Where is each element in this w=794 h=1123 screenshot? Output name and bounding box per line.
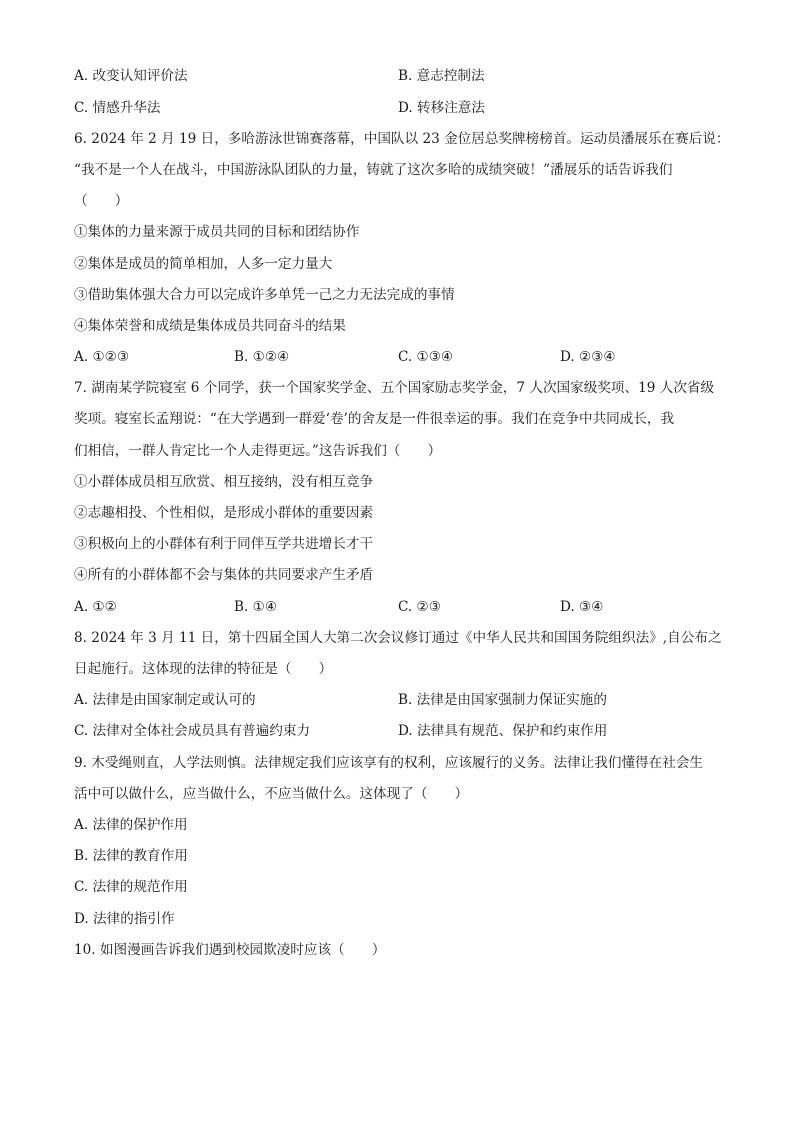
q6-stem-line-1: 6. 2024 年 2 月 19 日，多哈游泳世锦赛落幕，中国队以 23 金位居总奖牌榜榜首。运动员潘展乐在赛后说：: [74, 131, 730, 147]
q7-option-a: A. ①②: [74, 599, 117, 615]
q8-stem-line-2: 日起施行。这体现的法律的特征是（ ）: [74, 661, 333, 677]
q9-stem-line-1: 9. 木受绳则直，人学法则慎。法律规定我们应该享有的权利，应该履行的义务。法律让我们懂得在社会生: [74, 755, 704, 771]
q7-item-4: ④所有的小群体都不会与集体的共同要求产生矛盾: [74, 567, 374, 583]
q6-item-3: ③借助集体强大合力可以完成许多单凭一己之力无法完成的事情: [74, 287, 455, 303]
prev-option-a: A. 改变认知评价法: [74, 68, 188, 84]
q6-option-c: C. ①③④: [398, 349, 454, 365]
q6-item-4: ④集体荣誉和成绩是集体成员共同奋斗的结果: [74, 318, 346, 334]
q6-option-b: B. ①②④: [234, 349, 290, 365]
q6-stem-line-3: （ ）: [74, 193, 129, 209]
q9-option-a: A. 法律的保护作用: [74, 817, 188, 833]
q8-option-a: A. 法律是由国家制定或认可的: [74, 692, 256, 708]
q8-option-c: C. 法律对全体社会成员具有普遍约束力: [74, 723, 311, 739]
q7-option-b: B. ①④: [234, 599, 278, 615]
q6-stem-line-2: “我不是一个人在战斗，中国游泳队团队的力量，铸就了这次多哈的成绩突破！”潘展乐的话告诉我们: [74, 162, 673, 178]
q9-option-c: C. 法律的规范作用: [74, 879, 188, 895]
q8-option-b: B. 法律是由国家强制力保证实施的: [398, 692, 607, 708]
q8-option-d: D. 法律具有规范、保护和约束作用: [398, 723, 608, 739]
q7-item-1: ①小群体成员相互欣赏、相互接纳，没有相互竞争: [74, 474, 374, 490]
q7-option-d: D. ③④: [560, 599, 604, 615]
q7-option-c: C. ②③: [398, 599, 441, 615]
prev-option-b: B. 意志控制法: [398, 68, 485, 84]
q9-stem-line-2: 活中可以做什么，应当做什么，不应当做什么。这体现了（ ）: [74, 786, 469, 802]
q6-item-2: ②集体是成员的简单相加，人多一定力量大: [74, 256, 333, 272]
q10-stem-line-1: 10. 如图漫画告诉我们遇到校园欺凌时应该（ ）: [74, 942, 386, 958]
q7-item-3: ③积极向上的小群体有利于同伴互学共进增长才干: [74, 536, 374, 552]
q7-stem-line-3: 们相信，一群人肯定比一个人走得更远。”这告诉我们（ ）: [74, 443, 442, 459]
q6-option-a: A. ①②③: [74, 349, 130, 365]
q6-option-d: D. ②③④: [560, 349, 616, 365]
q9-option-d: D. 法律的指引作: [74, 911, 175, 927]
prev-option-c: C. 情感升华法: [74, 100, 161, 116]
q9-option-b: B. 法律的教育作用: [74, 848, 188, 864]
q6-item-1: ①集体的力量来源于成员共同的目标和团结协作: [74, 224, 360, 240]
prev-option-d: D. 转移注意法: [398, 100, 486, 116]
q7-stem-line-1: 7. 湖南某学院寝室 6 个同学，获一个国家奖学金、五个国家励志奖学金，7 人次国家级奖项、19 人次省级: [74, 380, 715, 396]
q7-stem-line-2: 奖项。寝室长孟翔说：“在大学遇到一群爱‘卷’的舍友是一件很幸运的事。我们在竞争中共同成长，我: [74, 411, 675, 427]
q7-item-2: ②志趣相投、个性相似，是形成小群体的重要因素: [74, 505, 374, 521]
q8-stem-line-1: 8. 2024 年 3 月 11 日，第十四届全国人大第二次会议修订通过《中华人民共和国国务院组织法》,自公布之: [74, 630, 722, 646]
